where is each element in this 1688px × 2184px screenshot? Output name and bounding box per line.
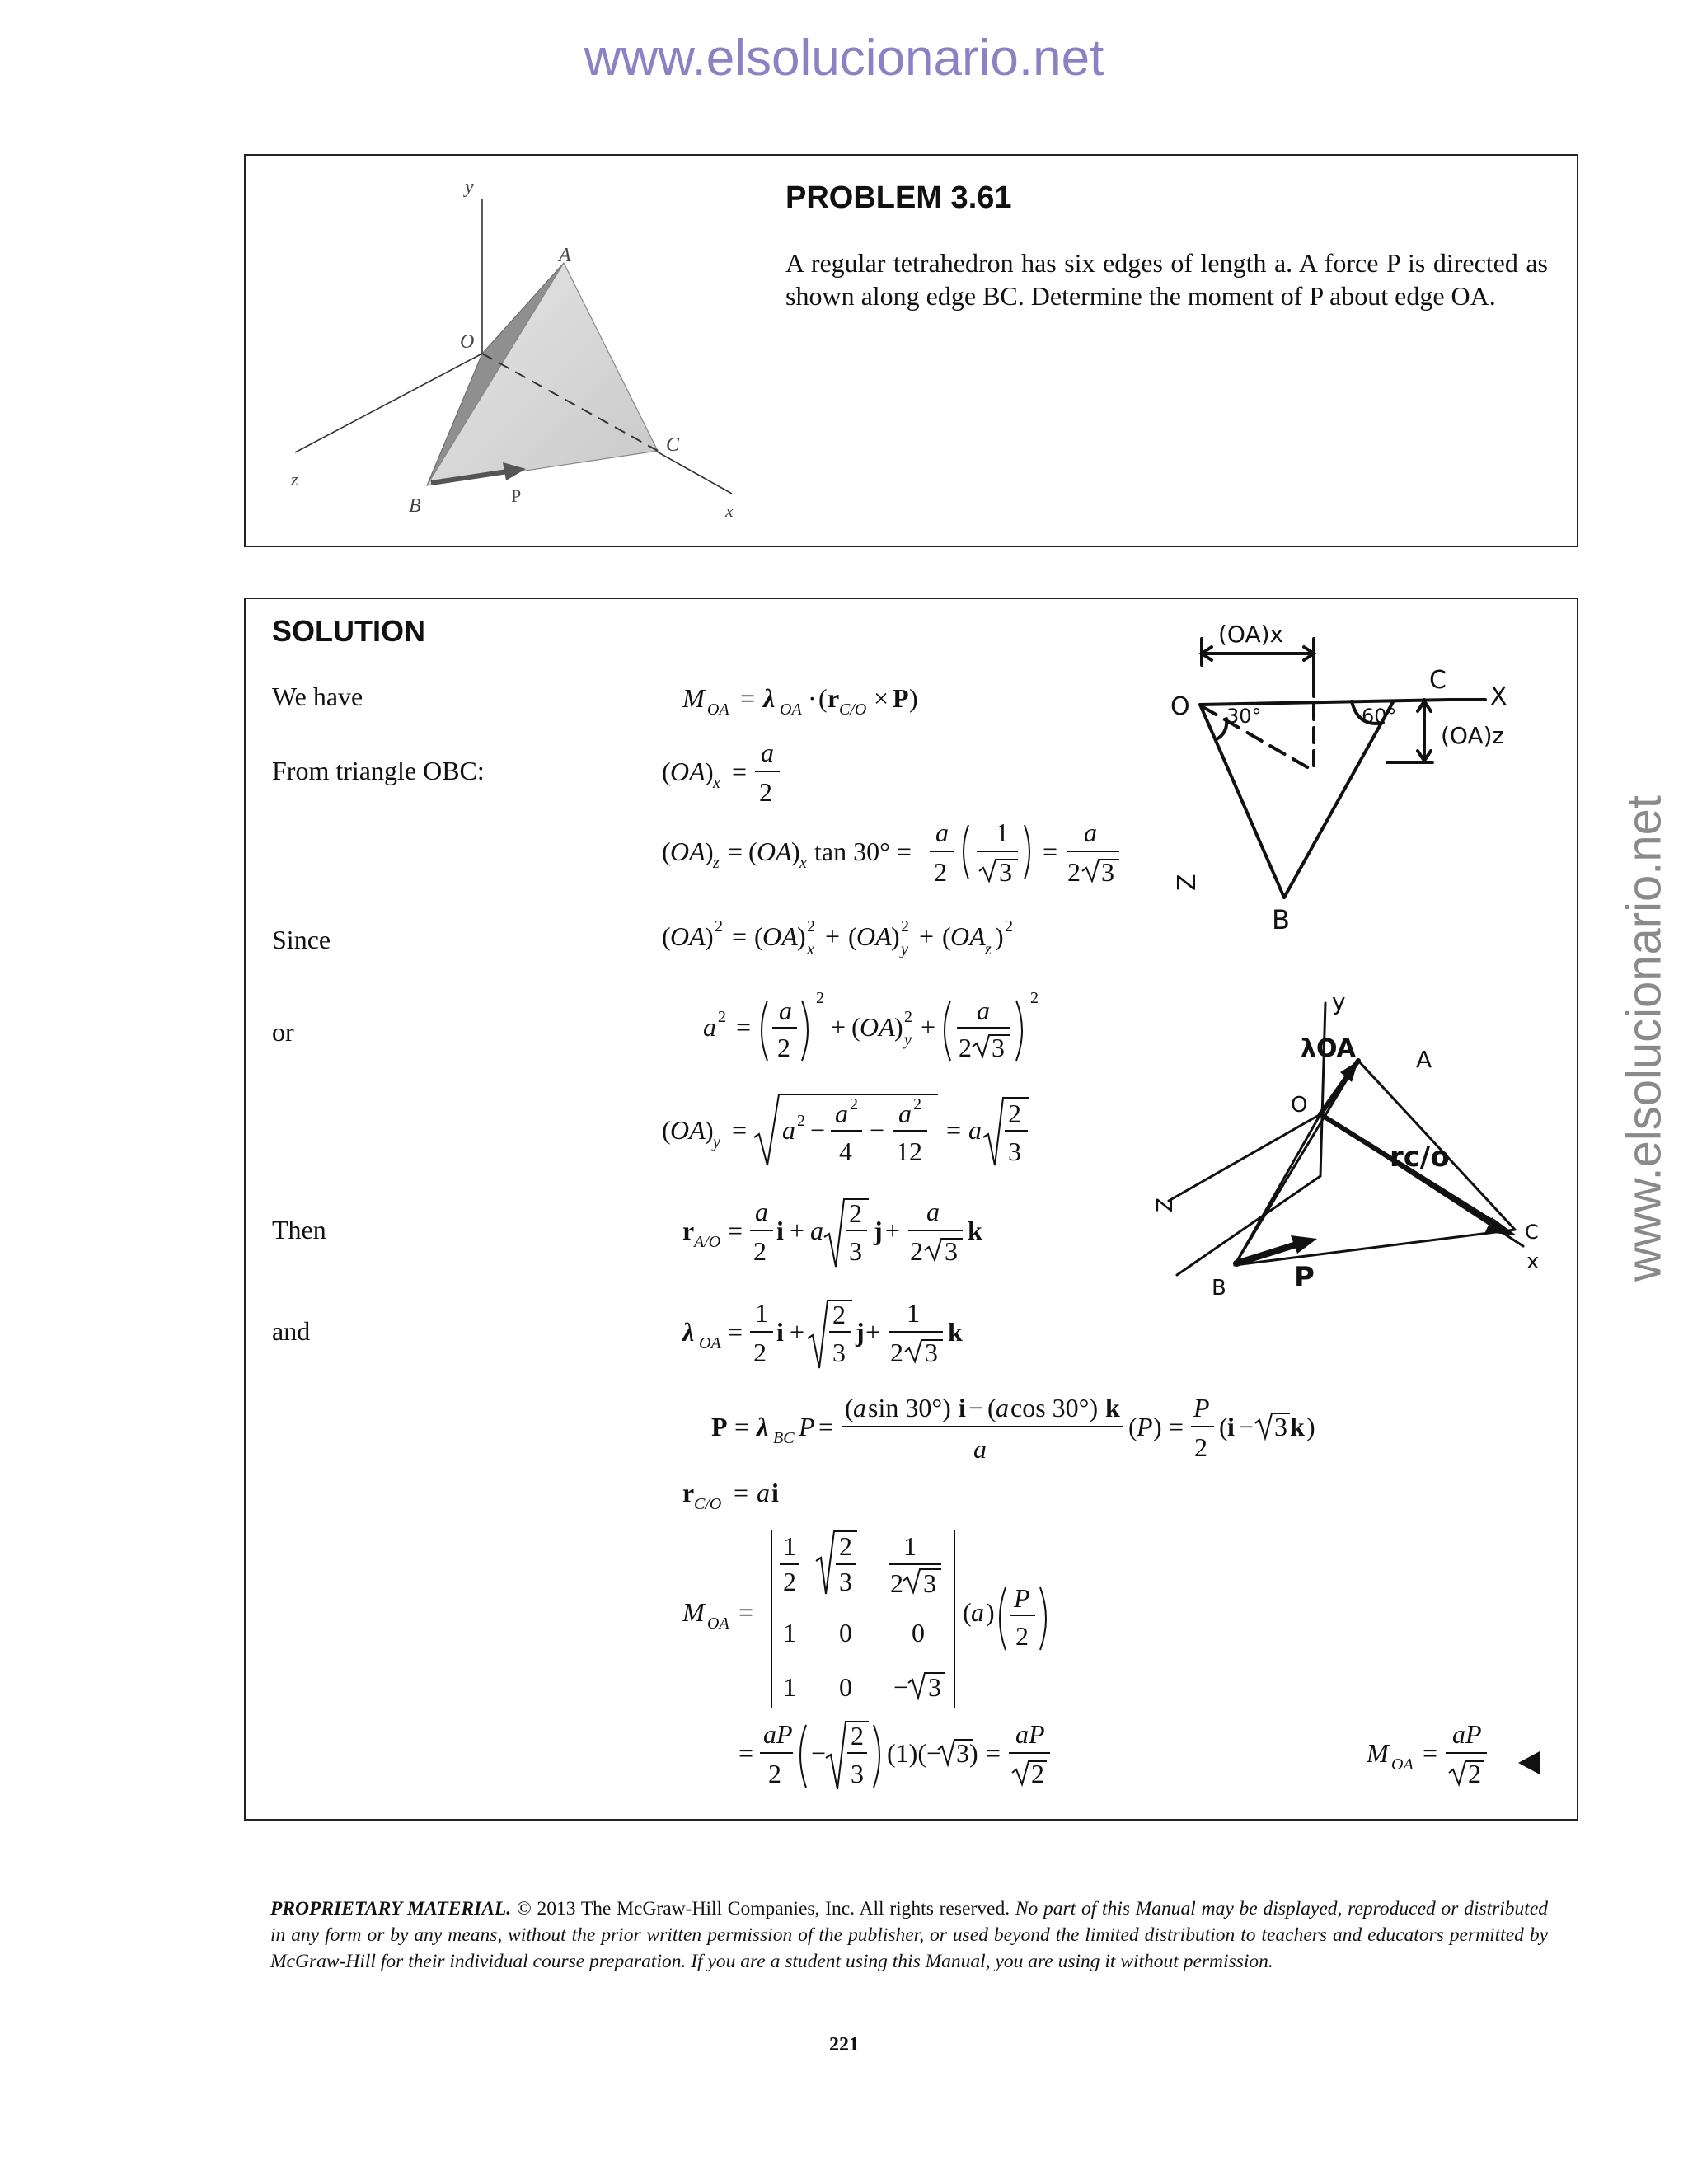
svg-text:x: x	[799, 854, 807, 872]
svg-text:y: y	[713, 1133, 720, 1151]
svg-text:2: 2	[1008, 1099, 1021, 1128]
svg-text:=: =	[1423, 1738, 1438, 1768]
svg-text:−: −	[968, 1393, 984, 1422]
svg-text:=: =	[738, 1738, 754, 1768]
svg-text:3: 3	[928, 1672, 941, 1702]
svg-text:2: 2	[1067, 857, 1081, 887]
sketch1-label-z: Z	[1173, 874, 1202, 891]
svg-text:=: =	[818, 1412, 834, 1441]
equation-a-squared	[703, 982, 1066, 1080]
svg-text:a: a	[1084, 818, 1097, 847]
fig-label-b: B	[409, 495, 421, 517]
svg-text:(: (	[662, 757, 671, 786]
svg-text:i: i	[776, 1317, 784, 1347]
svg-text:2: 2	[1030, 989, 1039, 1007]
svg-text:2: 2	[934, 857, 947, 887]
watermark-side: www.elsolucionario.net	[1617, 795, 1672, 1282]
svg-text:1: 1	[783, 1672, 796, 1702]
svg-text:2: 2	[753, 1236, 767, 1266]
svg-text:3: 3	[851, 1759, 864, 1788]
svg-text:−: −	[893, 1672, 909, 1702]
footer-plain: © 2013 The McGraw-Hill Companies, Inc. All rights reserved.	[511, 1898, 1010, 1919]
sketch2-label-lambda: λOA	[1301, 1034, 1356, 1063]
svg-text:3: 3	[992, 1033, 1005, 1062]
svg-text:3: 3	[1274, 1412, 1287, 1441]
svg-text:12: 12	[896, 1137, 922, 1166]
svg-text:+: +	[921, 1012, 936, 1042]
svg-text:2: 2	[901, 917, 909, 935]
svg-text:): )	[705, 757, 714, 786]
svg-text:2: 2	[759, 777, 772, 807]
svg-text:A/O: A/O	[694, 1233, 721, 1251]
fig-label-x: x	[725, 500, 734, 521]
svg-text:(: (	[848, 921, 857, 951]
sketch1-label-b: B	[1272, 904, 1290, 935]
solution-title: SOLUTION	[272, 614, 425, 648]
sketch2-label-b: B	[1212, 1276, 1226, 1301]
svg-text:a: a	[757, 1478, 770, 1507]
svg-text:2: 2	[715, 917, 723, 935]
svg-text:1: 1	[907, 1298, 920, 1328]
sketch2-label-rco: rc/o	[1390, 1141, 1450, 1174]
svg-text:2: 2	[910, 1236, 923, 1266]
svg-text:): )	[995, 921, 1004, 951]
equation-lambda-oa	[682, 1296, 996, 1385]
svg-text:k: k	[1105, 1393, 1120, 1422]
svg-text:=: =	[734, 1412, 750, 1441]
svg-text:2: 2	[890, 1338, 903, 1367]
svg-text:(: (	[818, 683, 828, 713]
svg-text:): )	[705, 1115, 714, 1145]
svg-text:3: 3	[839, 1567, 852, 1596]
svg-text:2: 2	[832, 1300, 846, 1329]
svg-text:k: k	[948, 1317, 963, 1347]
svg-text:3): 3)	[956, 1738, 978, 1768]
svg-text:−: −	[810, 1115, 826, 1145]
svg-text:a: a	[755, 1197, 768, 1226]
svg-text:i: i	[1227, 1412, 1235, 1441]
svg-text:a: a	[971, 1597, 984, 1627]
svg-text:=: =	[734, 1478, 749, 1507]
svg-text:λ: λ	[757, 1412, 769, 1441]
svg-text:2: 2	[753, 1338, 767, 1367]
sketch1-label-c: C	[1429, 666, 1447, 695]
svg-text:3: 3	[849, 1236, 862, 1266]
page-number: 221	[829, 2034, 859, 2055]
svg-text:3: 3	[923, 1568, 936, 1598]
svg-text:OA: OA	[670, 837, 706, 866]
sketch2-label-p: P	[1294, 1261, 1315, 1294]
svg-text:(1)(−: (1)(−	[887, 1738, 942, 1768]
fig-label-z: z	[291, 469, 298, 490]
svg-text:1: 1	[996, 818, 1009, 847]
svg-text:2: 2	[1031, 1759, 1044, 1788]
equation-moment-result	[738, 1717, 1085, 1806]
svg-text:−: −	[1239, 1412, 1254, 1441]
svg-text:+: +	[825, 921, 841, 951]
svg-text:): )	[909, 683, 918, 713]
equation-r-a-o	[682, 1194, 1029, 1283]
sketch-triangle-obc	[1136, 599, 1531, 945]
svg-text:i: i	[959, 1393, 966, 1422]
svg-text:r: r	[682, 1216, 695, 1245]
equation-r-c-o	[682, 1473, 847, 1525]
svg-text:=: =	[732, 921, 748, 951]
svg-text:C/O: C/O	[839, 701, 867, 719]
svg-text:OA: OA	[780, 701, 802, 719]
svg-text:=: =	[728, 1216, 743, 1245]
svg-text:y: y	[901, 940, 908, 958]
svg-text:i: i	[776, 1216, 784, 1245]
svg-text:x: x	[713, 774, 720, 792]
svg-text:P: P	[799, 1412, 815, 1441]
solution-box	[244, 598, 1578, 1821]
svg-text:+: +	[865, 1317, 881, 1347]
svg-text:OA: OA	[670, 1115, 706, 1145]
label-since: Since	[272, 925, 331, 954]
svg-text:P: P	[1193, 1393, 1210, 1422]
svg-text:(: (	[1219, 1412, 1228, 1441]
svg-text:(: (	[748, 837, 757, 866]
svg-text:−: −	[811, 1738, 827, 1768]
svg-text:y: y	[904, 1031, 912, 1049]
svg-text:=: =	[946, 1115, 962, 1145]
svg-text:λ: λ	[682, 1317, 695, 1347]
svg-text:(: (	[942, 921, 951, 951]
svg-text:a: a	[977, 996, 990, 1025]
svg-text:OA: OA	[860, 1012, 895, 1042]
svg-text:=: =	[732, 757, 748, 786]
svg-text:+: +	[790, 1317, 805, 1347]
svg-text:z: z	[713, 854, 720, 872]
sketch1-label-oaz: (OA)z	[1441, 722, 1505, 749]
svg-text:+: +	[885, 1216, 901, 1245]
svg-text:2: 2	[1015, 1621, 1029, 1651]
svg-text:0: 0	[839, 1672, 852, 1702]
svg-text:OA: OA	[707, 701, 729, 719]
svg-text:P: P	[1014, 1583, 1030, 1613]
equation-oa-y	[662, 1090, 1057, 1179]
svg-text:=: =	[1043, 837, 1058, 866]
svg-text:2: 2	[816, 989, 824, 1007]
svg-text:M: M	[682, 1597, 705, 1627]
sketch2-label-y: y	[1332, 988, 1346, 1015]
fig-label-o: O	[460, 331, 475, 353]
sketch1-label-60: 60°	[1362, 705, 1397, 728]
svg-text:=: =	[736, 1012, 752, 1042]
svg-text:P: P	[893, 683, 909, 713]
svg-text:3: 3	[1101, 857, 1114, 887]
svg-text:2: 2	[849, 1198, 862, 1228]
svg-text:i: i	[771, 1478, 779, 1507]
svg-text:2: 2	[890, 1568, 903, 1598]
svg-text:OA: OA	[762, 921, 798, 951]
svg-text:=: =	[986, 1738, 1001, 1768]
svg-text:j: j	[874, 1216, 883, 1245]
svg-text:2: 2	[777, 1033, 790, 1062]
svg-text:k: k	[1290, 1412, 1305, 1441]
svg-text:1: 1	[783, 1618, 796, 1647]
equation-oa-squared	[662, 908, 1090, 972]
watermark-top: www.elsolucionario.net	[584, 30, 1104, 87]
fig-label-p: P	[511, 485, 522, 506]
svg-text:3: 3	[832, 1338, 846, 1367]
svg-text:(: (	[1128, 1412, 1137, 1441]
svg-text:z: z	[985, 940, 992, 958]
svg-text:OA: OA	[699, 1334, 721, 1352]
svg-text:2: 2	[851, 1721, 864, 1750]
svg-text:2: 2	[1468, 1759, 1481, 1788]
svg-text:=: =	[740, 683, 756, 713]
svg-text:1: 1	[755, 1298, 768, 1328]
svg-text:2: 2	[797, 1112, 805, 1130]
svg-text:): )	[1153, 1412, 1162, 1441]
svg-text:+: +	[919, 921, 935, 951]
svg-text:0: 0	[912, 1618, 925, 1647]
svg-text:cos 30°): cos 30°)	[1010, 1393, 1099, 1422]
svg-text:a: a	[761, 738, 774, 767]
fig-label-a: A	[559, 245, 571, 266]
svg-text:a: a	[810, 1216, 823, 1245]
svg-text:x: x	[807, 940, 814, 958]
svg-text:k: k	[968, 1216, 982, 1245]
svg-text:2: 2	[959, 1033, 972, 1062]
svg-text:): )	[705, 837, 714, 866]
svg-text:2: 2	[718, 1008, 726, 1026]
svg-text:2: 2	[1005, 917, 1013, 935]
svg-text:P: P	[1137, 1412, 1153, 1441]
svg-text:a: a	[935, 818, 949, 847]
svg-text:): )	[891, 921, 900, 951]
fig-label-c: C	[666, 434, 680, 456]
svg-text:3: 3	[1008, 1137, 1021, 1166]
svg-text:(: (	[662, 921, 671, 951]
label-or: or	[272, 1017, 294, 1047]
svg-text:): )	[797, 921, 806, 951]
svg-text:=: =	[1169, 1412, 1184, 1441]
svg-text:OA: OA	[950, 921, 986, 951]
svg-text:OA: OA	[1391, 1755, 1414, 1774]
fig-label-y: y	[465, 176, 474, 198]
problem-box	[244, 154, 1578, 547]
svg-text:2: 2	[913, 1095, 921, 1113]
svg-text:): )	[1306, 1412, 1315, 1441]
svg-text:2: 2	[768, 1759, 781, 1788]
svg-text:(: (	[963, 1597, 972, 1627]
svg-text:2: 2	[783, 1567, 796, 1596]
svg-text:2: 2	[850, 1095, 858, 1113]
label-we-have: We have	[272, 682, 363, 711]
svg-text:(: (	[987, 1393, 996, 1422]
footer-copyright	[270, 1896, 1548, 1975]
svg-text:j: j	[856, 1317, 865, 1347]
sketch1-label-oax: (OA)x	[1218, 621, 1284, 648]
svg-text:4: 4	[839, 1137, 852, 1166]
svg-text:C/O: C/O	[694, 1495, 722, 1513]
svg-text:=: =	[738, 1597, 754, 1627]
svg-text:1: 1	[903, 1531, 917, 1561]
svg-text:r: r	[682, 1478, 695, 1507]
problem-statement: A regular tetrahedron has six edges of length a. A force P is directed as shown along edge BC. Determine the moment of P about edge OA.	[785, 248, 1548, 311]
svg-text:0: 0	[839, 1618, 852, 1647]
final-answer	[1367, 1717, 1548, 1806]
svg-text:(: (	[662, 837, 671, 866]
svg-text:OA: OA	[670, 757, 706, 786]
sketch-vectors	[1119, 978, 1548, 1308]
label-from-triangle: From triangle OBC:	[272, 756, 485, 785]
svg-text:OA: OA	[707, 1615, 729, 1633]
svg-text:P: P	[711, 1412, 728, 1441]
svg-text:2: 2	[839, 1531, 852, 1561]
svg-text:M: M	[1367, 1738, 1389, 1768]
svg-text:1: 1	[783, 1531, 796, 1561]
svg-text:2: 2	[807, 917, 815, 935]
svg-text:a: a	[973, 1434, 987, 1464]
svg-text:3: 3	[999, 857, 1012, 887]
svg-text:tan 30° =: tan 30° =	[814, 837, 912, 866]
svg-text:λ: λ	[763, 683, 776, 713]
svg-text:(: (	[662, 1115, 671, 1145]
answer-marker-icon	[1518, 1751, 1540, 1774]
svg-text:a: a	[968, 1115, 982, 1145]
svg-text:a: a	[835, 1099, 848, 1128]
svg-text:2: 2	[1194, 1432, 1207, 1462]
sketch1-label-30: 30°	[1226, 705, 1262, 728]
equation-oa-z	[662, 815, 1123, 896]
sketch2-label-a: A	[1416, 1046, 1432, 1073]
svg-text:OA: OA	[856, 921, 892, 951]
svg-text:aP: aP	[1015, 1719, 1045, 1749]
svg-text:aP: aP	[763, 1719, 793, 1749]
svg-text:+: +	[790, 1216, 805, 1245]
svg-text:BC: BC	[773, 1429, 795, 1447]
equation-oa-x	[662, 735, 827, 816]
svg-text:M: M	[682, 683, 705, 713]
equation-force-p	[711, 1390, 1371, 1479]
svg-text:sin 30°): sin 30°)	[868, 1393, 951, 1422]
svg-text:·: ·	[808, 683, 817, 713]
svg-text:): )	[986, 1597, 995, 1627]
svg-text:a: a	[926, 1197, 940, 1226]
sketch2-label-z: Z	[1153, 1197, 1178, 1212]
svg-text:3: 3	[945, 1236, 958, 1266]
svg-text:): )	[705, 921, 714, 951]
equation-moment-determinant	[682, 1526, 1062, 1722]
svg-text:): )	[791, 837, 800, 866]
svg-text:(: (	[754, 921, 763, 951]
svg-text:×: ×	[874, 683, 889, 713]
equation-moment-definition	[682, 678, 1012, 730]
svg-text:=: =	[732, 1115, 748, 1145]
svg-text:(: (	[851, 1012, 860, 1042]
sketch1-label-x: X	[1490, 682, 1507, 711]
svg-text:=: =	[728, 837, 743, 866]
svg-text:2: 2	[904, 1008, 912, 1026]
svg-text:OA: OA	[757, 837, 792, 866]
svg-text:aP: aP	[1452, 1719, 1482, 1749]
sketch1-label-o: O	[1170, 692, 1190, 721]
sketch2-label-c: C	[1525, 1221, 1539, 1244]
svg-text:a: a	[703, 1012, 716, 1042]
svg-text:a: a	[853, 1393, 866, 1422]
svg-text:OA: OA	[670, 921, 706, 951]
footer-bold: PROPRIETARY MATERIAL.	[270, 1898, 512, 1919]
label-and: and	[272, 1316, 311, 1346]
svg-text:): )	[894, 1012, 903, 1042]
svg-text:a: a	[779, 996, 792, 1025]
svg-text:a: a	[782, 1115, 795, 1145]
svg-text:a: a	[898, 1099, 912, 1128]
svg-text:r: r	[828, 683, 840, 713]
svg-text:3: 3	[925, 1338, 938, 1367]
tetrahedron-figure	[246, 156, 773, 543]
svg-text:=: =	[728, 1317, 743, 1347]
footer-italic: No part of this Manual may be displayed, reproduced or distributed in any form or by any means, without the prior written permission of the publisher, or used beyond the limited distribution to teachers and educators permitted by McGraw-Hill for their individual course preparation. If you are a student using this Manual, you are using it without permission.	[270, 1898, 1549, 1972]
svg-text:−: −	[870, 1115, 885, 1145]
svg-text:(: (	[845, 1393, 854, 1422]
label-then: Then	[272, 1215, 326, 1244]
sketch2-label-x: x	[1526, 1249, 1540, 1274]
sketch2-label-o: O	[1291, 1093, 1308, 1118]
svg-text:+: +	[831, 1012, 846, 1042]
svg-text:a: a	[996, 1393, 1009, 1422]
problem-title: PROBLEM 3.61	[785, 180, 1012, 215]
